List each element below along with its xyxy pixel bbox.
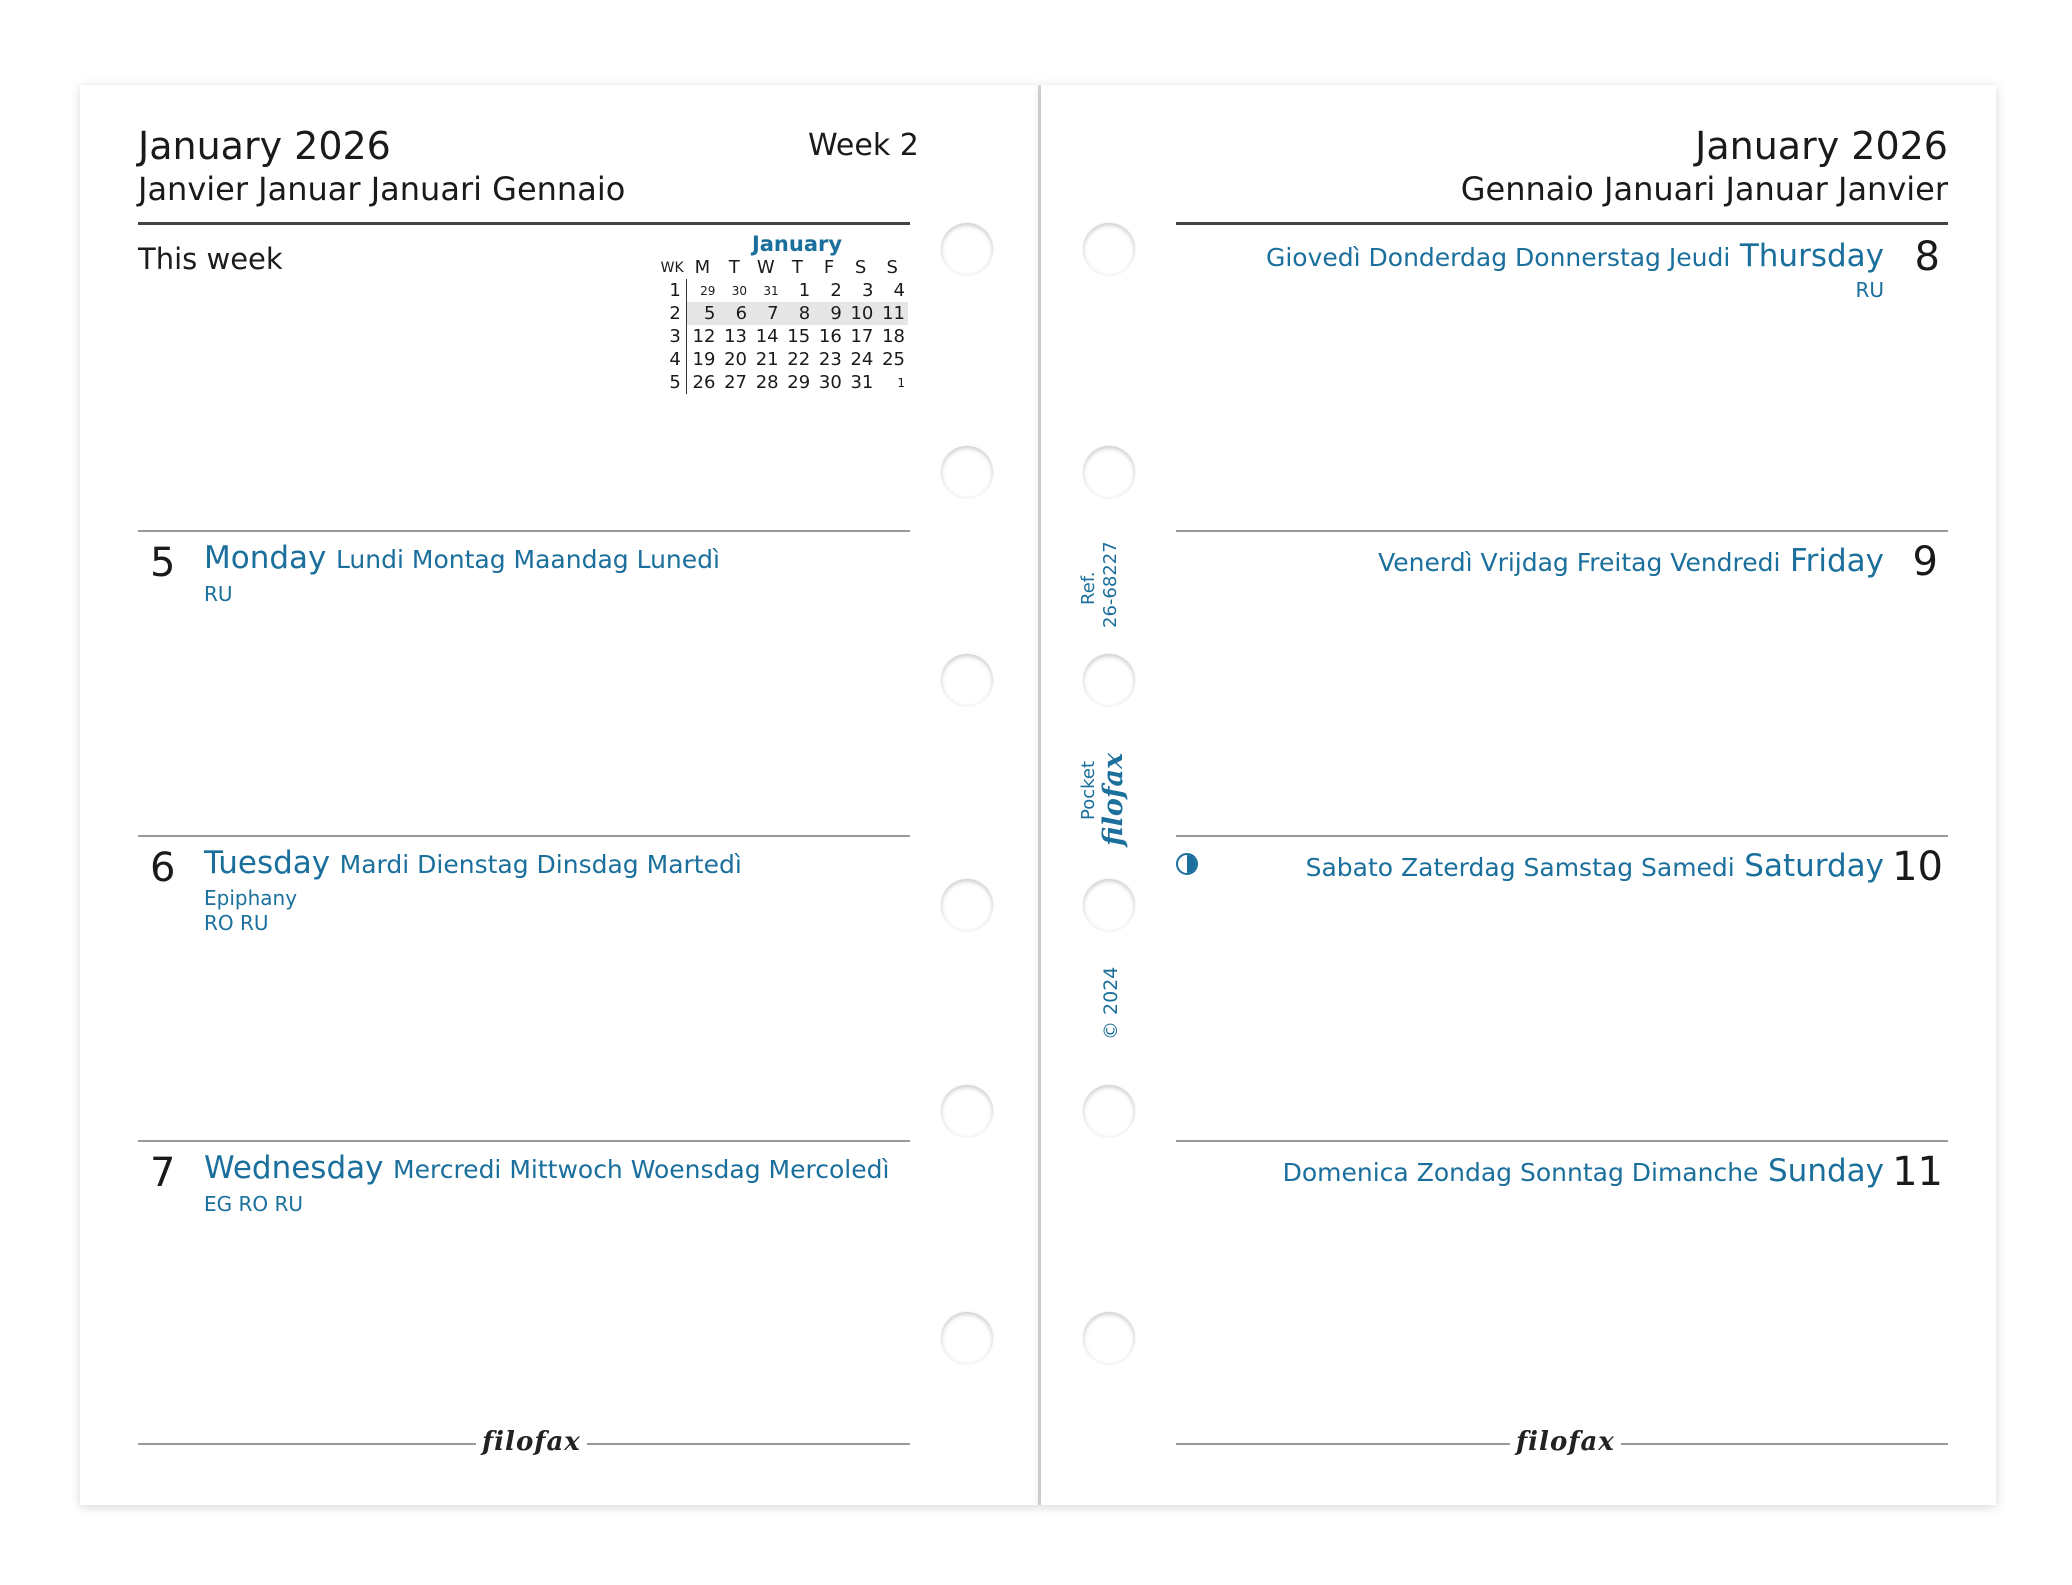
day-name-translations: Lundi Montag Maandag Lunedì <box>335 545 720 574</box>
day-number: 10 <box>1892 844 1943 890</box>
day-names <box>1378 543 1884 579</box>
mini-calendar-grid <box>658 256 908 394</box>
day-name-english: Monday <box>204 540 327 576</box>
day-name-english: Friday <box>1790 543 1884 579</box>
day-name-translations: Domenica Zondag Sonntag Dimanche <box>1282 1158 1759 1187</box>
calendar-day: 30 <box>818 372 842 393</box>
calendar-week-row <box>658 325 908 348</box>
weekday-header: T <box>791 257 803 278</box>
calendar-day: 1 <box>897 375 905 390</box>
calendar-day: 4 <box>893 280 905 301</box>
day-names <box>204 540 720 576</box>
calendar-day: 22 <box>787 349 811 370</box>
calendar-day: 14 <box>755 326 779 347</box>
day-name-translations: Venerdì Vrijdag Freitag Vendredi <box>1378 548 1781 577</box>
left-month-title: January 2026 <box>138 124 391 168</box>
calendar-week-row <box>658 348 908 371</box>
calendar-day: 1 <box>798 280 811 301</box>
day-note: RU <box>204 582 233 606</box>
calendar-day: 30 <box>731 283 748 298</box>
calendar-day: 31 <box>850 372 874 393</box>
week-number: 3 <box>658 325 686 348</box>
week-label: Week 2 <box>808 128 919 163</box>
binder-hole <box>1083 223 1135 275</box>
day-name-translations: Mardi Dienstag Dinsdag Martedì <box>339 850 742 879</box>
filofax-logo: filofax <box>1510 1427 1621 1457</box>
day-names <box>204 845 742 881</box>
calendar-day: 16 <box>818 326 842 347</box>
filofax-spine-logo: filofax <box>1098 752 1129 846</box>
calendar-day: 29 <box>787 372 811 393</box>
binder-hole <box>1083 1312 1135 1364</box>
calendar-week-row <box>658 279 908 302</box>
weekday-header: T <box>728 257 740 278</box>
weekday-header: W <box>756 257 775 278</box>
calendar-day: 9 <box>813 302 845 325</box>
binder-hole <box>1083 446 1135 498</box>
day-divider <box>138 835 910 837</box>
day-names <box>1306 848 1884 884</box>
day-divider <box>1176 530 1948 532</box>
day-number: 8 <box>1914 234 1940 280</box>
calendar-day: 7 <box>750 302 782 325</box>
day-name-english: Wednesday <box>204 1150 384 1186</box>
calendar-day: 10 <box>845 302 877 325</box>
calendar-day: 28 <box>755 372 779 393</box>
day-note: RU <box>1855 278 1884 302</box>
day-name-english: Sunday <box>1768 1153 1884 1189</box>
calendar-day: 15 <box>787 326 811 347</box>
calendar-day: 11 <box>876 302 908 325</box>
calendar-day: 29 <box>700 283 716 298</box>
calendar-week-row <box>658 302 908 325</box>
binder-hole <box>941 654 993 706</box>
calendar-day: 26 <box>692 372 716 393</box>
binder-hole <box>941 223 993 275</box>
filofax-logo: filofax <box>476 1427 587 1457</box>
day-divider <box>138 530 910 532</box>
calendar-day: 8 <box>782 302 814 325</box>
day-divider <box>138 1140 910 1142</box>
binder-hole <box>941 1312 993 1364</box>
day-note: RO RU <box>204 911 269 935</box>
calendar-day: 19 <box>692 349 716 370</box>
reference-code: 26-68227 <box>1100 541 1121 628</box>
weekday-header: S <box>886 257 898 278</box>
right-month-languages: Gennaio Januari Januar Janvier <box>1460 170 1948 208</box>
calendar-day: 23 <box>818 349 842 370</box>
week-number: 4 <box>658 348 686 371</box>
calendar-day: 24 <box>850 349 874 370</box>
binder-hole <box>941 1085 993 1137</box>
day-divider <box>1176 835 1948 837</box>
day-name-english: Saturday <box>1744 848 1884 884</box>
binder-hole <box>1083 879 1135 931</box>
left-header-rule <box>138 222 910 225</box>
week-number-header: WK <box>660 259 684 276</box>
day-number: 7 <box>150 1150 176 1196</box>
day-name-english: Thursday <box>1739 238 1884 274</box>
calendar-day: 6 <box>718 302 750 325</box>
day-number: 11 <box>1892 1149 1943 1195</box>
left-month-languages: Janvier Januar Januari Gennaio <box>138 170 626 208</box>
day-name-translations: Mercredi Mittwoch Woensdag Mercoledì <box>393 1155 890 1184</box>
calendar-day: 13 <box>724 326 748 347</box>
copyright-label: © 2024 <box>1100 966 1122 1040</box>
week-number: 2 <box>658 302 686 325</box>
day-number: 6 <box>150 845 176 891</box>
calendar-day: 18 <box>882 326 905 347</box>
week-number: 1 <box>658 279 686 302</box>
binder-hole <box>941 879 993 931</box>
weekday-header: M <box>694 257 711 278</box>
week-number: 5 <box>658 371 686 394</box>
mini-calendar-title: January <box>751 232 843 256</box>
day-names <box>204 1150 889 1186</box>
first-quarter-moon-icon <box>1176 853 1198 875</box>
right-page <box>1041 85 1996 1505</box>
day-name-english: Tuesday <box>204 845 331 881</box>
day-note: EG RO RU <box>204 1192 304 1216</box>
weekday-header: S <box>854 257 867 278</box>
day-number: 5 <box>150 540 176 586</box>
weekday-header: F <box>823 257 835 278</box>
pocket-label: Pocket <box>1078 760 1099 820</box>
right-month-title: January 2026 <box>1695 124 1948 168</box>
calendar-day: 21 <box>755 349 779 370</box>
binder-hole <box>941 446 993 498</box>
calendar-day: 25 <box>882 349 905 370</box>
day-names <box>1283 1153 1884 1189</box>
binder-hole <box>1083 654 1135 706</box>
binder-hole <box>1083 1085 1135 1137</box>
calendar-day: 20 <box>724 349 748 370</box>
day-names <box>1266 238 1884 274</box>
this-week-label: This week <box>138 242 283 276</box>
calendar-week-row <box>658 371 908 394</box>
calendar-day: 27 <box>724 372 748 393</box>
mini-calendar <box>658 232 908 394</box>
right-header-rule <box>1176 222 1948 225</box>
day-number: 9 <box>1912 539 1938 585</box>
calendar-day: 5 <box>686 302 718 325</box>
calendar-day: 2 <box>830 280 842 301</box>
calendar-day: 3 <box>861 280 874 301</box>
day-note-holiday: Epiphany <box>204 886 298 910</box>
reference-label: Ref. <box>1078 571 1099 605</box>
calendar-day: 17 <box>850 326 874 347</box>
day-name-translations: Sabato Zaterdag Samstag Samedi <box>1305 853 1735 882</box>
day-divider <box>1176 1140 1948 1142</box>
calendar-day: 31 <box>763 283 779 298</box>
day-name-translations: Giovedì Donderdag Donnerstag Jeudi <box>1265 243 1731 272</box>
calendar-day: 12 <box>692 326 716 347</box>
